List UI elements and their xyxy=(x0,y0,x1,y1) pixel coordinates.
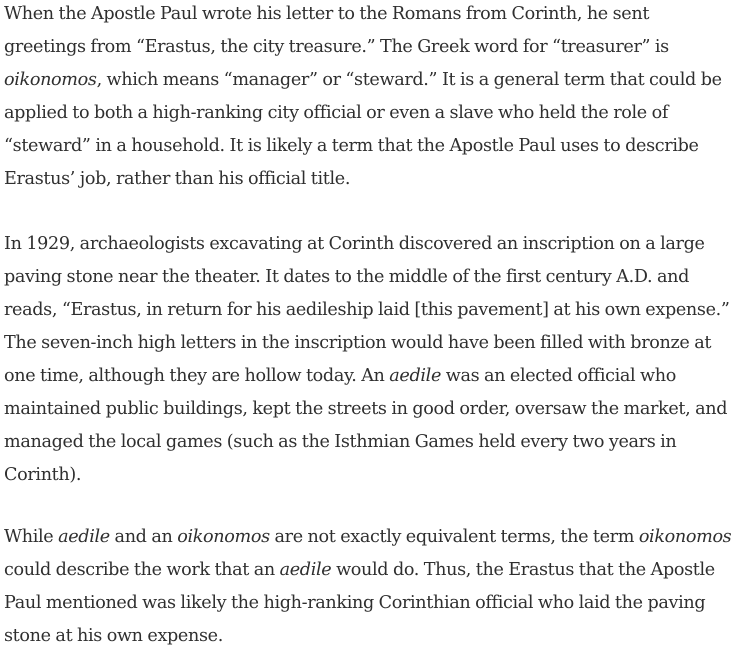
italic-term: oikonomos xyxy=(177,527,270,547)
text-line xyxy=(4,228,716,261)
text-segment: maintained public buildings, kept the streets in good order, oversaw the market, and xyxy=(4,399,728,419)
text-segment: The seven-inch high letters in the inscription would have been filled with bronze at xyxy=(4,333,712,353)
italic-term: oikonomos xyxy=(638,527,731,547)
text-line xyxy=(4,261,716,294)
text-line xyxy=(4,130,716,163)
text-segment: In 1929, archaeologists excavating at Corinth discovered an inscription on a large xyxy=(4,234,705,254)
text-segment: reads, “Erastus, in return for his aedileship laid [this pavement] at his own expense.” xyxy=(4,300,730,320)
text-segment: Corinth). xyxy=(4,465,82,485)
text-line xyxy=(4,521,731,554)
text-line xyxy=(4,31,716,64)
text-line xyxy=(4,426,716,459)
text-segment: While xyxy=(4,527,59,547)
text-segment: one time, although they are hollow today. An xyxy=(4,366,390,386)
text-segment: paving stone near the theater. It dates to the middle of the first century A.D. and xyxy=(4,267,689,287)
text-segment: could describe the work that an xyxy=(4,560,280,580)
text-segment: was an elected official who xyxy=(441,366,676,386)
text-line xyxy=(4,587,716,620)
text-line xyxy=(4,294,730,327)
text-segment: “steward” in a household. It is likely a term that the Apostle Paul uses to describe xyxy=(4,136,699,156)
text-segment: managed the local games (such as the Isthmian Games held every two years in xyxy=(4,432,677,452)
text-segment: are not exactly equivalent terms, the term xyxy=(269,527,639,547)
text-segment: , which means “manager” or “steward.” It is a general term that could be xyxy=(96,70,722,90)
text-segment: When the Apostle Paul wrote his letter to the Romans from Corinth, he sent xyxy=(4,4,650,24)
italic-term: aedile xyxy=(279,560,332,580)
text-segment: Erastus’ job, rather than his official title. xyxy=(4,169,351,189)
text-line xyxy=(4,97,716,130)
italic-term: aedile xyxy=(58,527,110,547)
text-line xyxy=(4,360,716,393)
paragraph-conclusion xyxy=(4,521,731,653)
text-segment: greetings from “Erastus, the city treasure.” The Greek word for “treasurer” is xyxy=(4,37,669,57)
text-segment: and an xyxy=(109,527,178,547)
text-line xyxy=(4,163,716,196)
text-line xyxy=(4,64,722,97)
text-line xyxy=(4,459,716,492)
text-line xyxy=(4,0,716,31)
text-segment: Paul mentioned was likely the high-ranking Corinthian official who laid the paving xyxy=(4,593,706,613)
text-segment: stone at his own expense. xyxy=(4,626,223,646)
text-segment: would do. Thus, the Erastus that the Apostle xyxy=(331,560,715,580)
italic-term: aedile xyxy=(389,366,442,386)
text-line xyxy=(4,327,716,360)
italic-term: oikonomos xyxy=(4,70,97,90)
text-segment: applied to both a high-ranking city official or even a slave who held the role of xyxy=(4,103,668,123)
text-line xyxy=(4,393,728,426)
paragraph-erastus-treasurer xyxy=(4,0,722,196)
text-line xyxy=(4,620,716,653)
paragraph-inscription-discovery xyxy=(4,228,730,492)
text-line xyxy=(4,554,716,587)
